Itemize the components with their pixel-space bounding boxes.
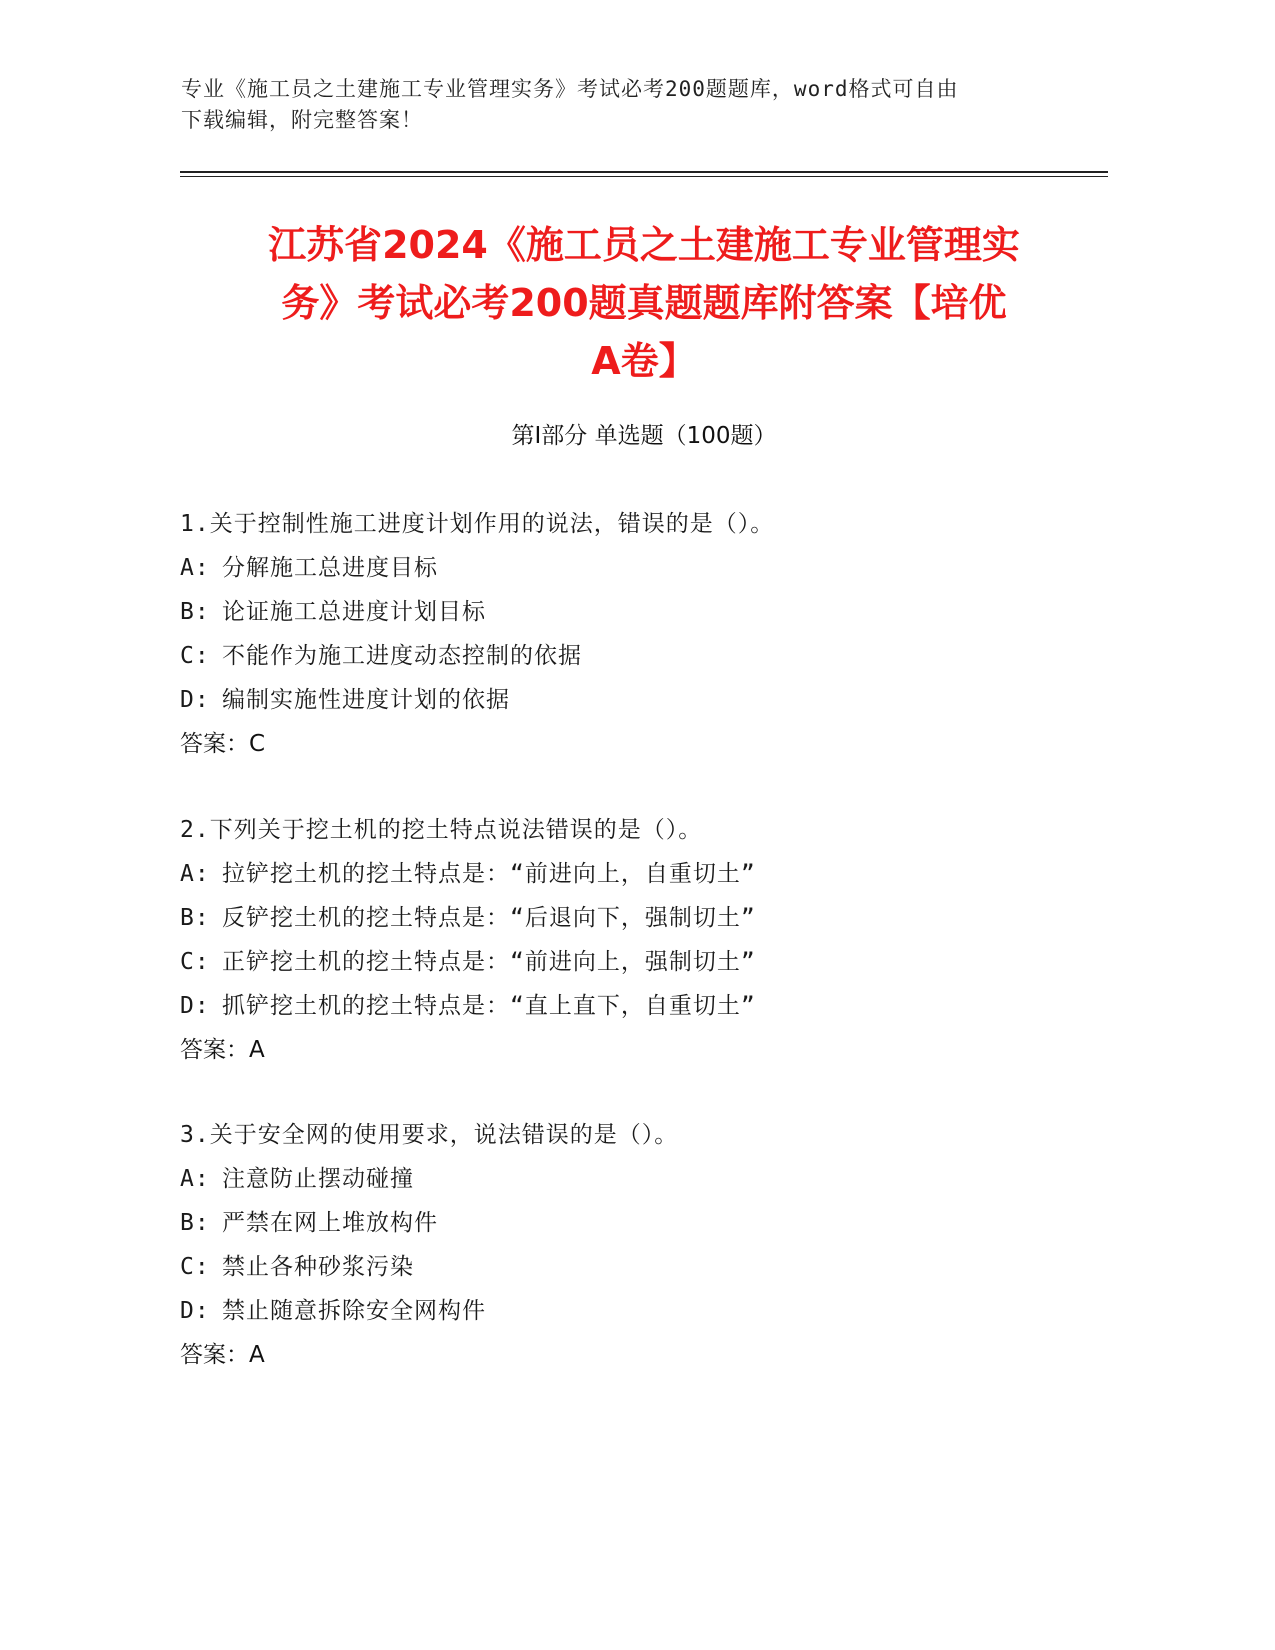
option-key: A: xyxy=(180,861,210,887)
question-stem: 2.下列关于挖土机的挖土特点说法错误的是（）。 xyxy=(180,817,703,843)
option-text: 分解施工总进度目标 xyxy=(222,555,438,581)
option-text: 不能作为施工进度动态控制的依据 xyxy=(222,643,582,669)
question-3 xyxy=(180,1113,1080,1377)
answer: 答案：C xyxy=(180,731,266,757)
option-key: B: xyxy=(180,1210,210,1236)
header-divider-thick xyxy=(180,171,1108,173)
option-a xyxy=(180,1157,1080,1201)
option-text: 禁止随意拆除安全网构件 xyxy=(222,1298,486,1324)
option-text: 正铲挖土机的挖土特点是：“前进向上，强制切土” xyxy=(222,949,756,975)
option-text: 编制实施性进度计划的依据 xyxy=(222,687,510,713)
option-key: C: xyxy=(180,949,210,975)
option-text: 抓铲挖土机的挖土特点是：“直上直下，自重切土” xyxy=(222,993,756,1019)
header-note-line-2: 下载编辑，附完整答案！ xyxy=(181,108,423,132)
option-c xyxy=(180,940,1080,984)
option-key: A: xyxy=(180,1166,210,1192)
option-c xyxy=(180,1245,1080,1289)
section-title: 第Ⅰ部分 单选题（100题） xyxy=(511,423,777,449)
option-text: 禁止各种砂浆污染 xyxy=(222,1254,414,1280)
answer: 答案：A xyxy=(180,1342,265,1368)
document-title xyxy=(180,216,1108,390)
option-text: 反铲挖土机的挖土特点是：“后退向下，强制切土” xyxy=(222,905,756,931)
header-divider-thin xyxy=(180,176,1108,177)
option-d xyxy=(180,984,1080,1028)
header-note-line-1: 专业《施工员之土建施工专业管理实务》考试必考200题题库，word格式可自由 xyxy=(181,77,959,101)
option-d xyxy=(180,678,1080,722)
option-key: D: xyxy=(180,993,210,1019)
question-stem: 1.关于控制性施工进度计划作用的说法，错误的是（）。 xyxy=(180,511,775,537)
option-text: 论证施工总进度计划目标 xyxy=(222,599,486,625)
option-a xyxy=(180,852,1080,896)
document-title-line-1: 江苏省2024《施工员之土建施工专业管理实 xyxy=(268,223,1020,267)
option-a xyxy=(180,546,1080,590)
option-b xyxy=(180,896,1080,940)
option-text: 拉铲挖土机的挖土特点是：“前进向上，自重切土” xyxy=(222,861,756,887)
question-stem: 3.关于安全网的使用要求，说法错误的是（）。 xyxy=(180,1122,679,1148)
answer: 答案：A xyxy=(180,1037,265,1063)
option-key: C: xyxy=(180,643,210,669)
option-key: C: xyxy=(180,1254,210,1280)
question-1 xyxy=(180,502,1080,766)
option-d xyxy=(180,1289,1080,1333)
header-note xyxy=(181,74,1041,136)
document-title-line-3: A卷】 xyxy=(591,339,697,383)
question-2 xyxy=(180,808,1080,1072)
document-title-line-2: 务》考试必考200题真题题库附答案【培优 xyxy=(281,281,1007,325)
option-b xyxy=(180,590,1080,634)
option-text: 严禁在网上堆放构件 xyxy=(222,1210,438,1236)
option-b xyxy=(180,1201,1080,1245)
option-text: 注意防止摆动碰撞 xyxy=(222,1166,414,1192)
option-key: B: xyxy=(180,599,210,625)
option-key: A: xyxy=(180,555,210,581)
option-key: D: xyxy=(180,687,210,713)
option-c xyxy=(180,634,1080,678)
option-key: D: xyxy=(180,1298,210,1324)
option-key: B: xyxy=(180,905,210,931)
